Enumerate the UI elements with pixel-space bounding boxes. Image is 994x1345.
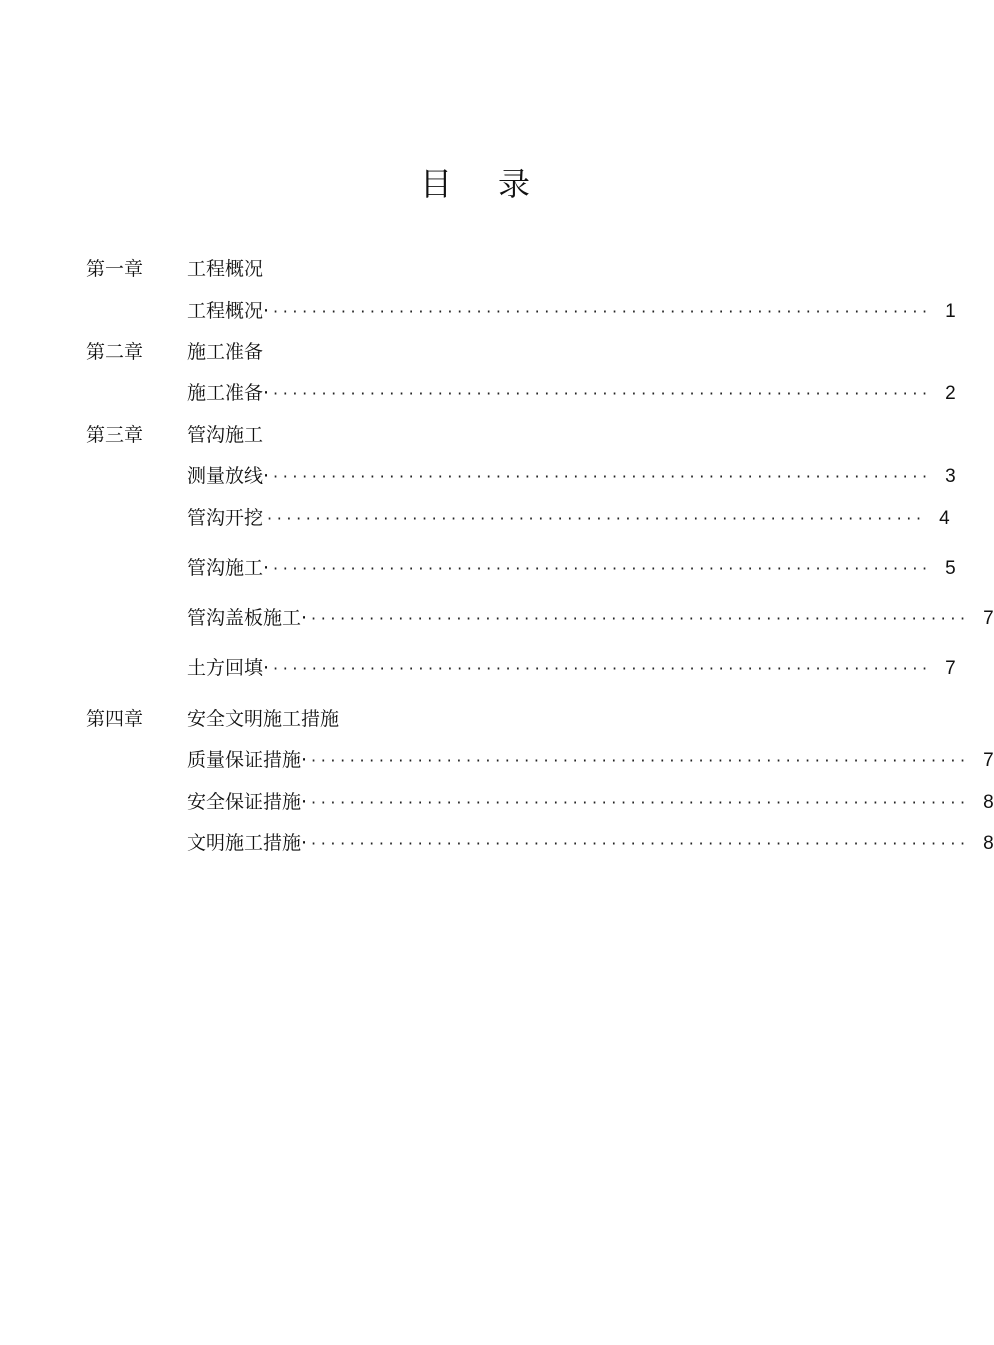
dot-leader: ···································································· — [273, 659, 932, 678]
toc-entry-page: 8 — [983, 833, 994, 854]
toc-entry-label: 文明施工措施· — [187, 832, 308, 854]
toc-entry-label: 管沟施工· — [187, 557, 270, 579]
toc-entry-page: 7 — [945, 658, 956, 679]
chapter-number: 第二章 — [86, 341, 144, 363]
toc-entry-label: 管沟盖板施工· — [187, 607, 308, 629]
dot-leader: ···································································· — [311, 793, 970, 812]
toc-entry-page: 2 — [945, 383, 956, 404]
chapter-name: 工程概况 — [187, 258, 264, 280]
toc-entry-label: 工程概况· — [187, 300, 270, 322]
toc-entry-label: 质量保证措施· — [187, 749, 308, 771]
toc-entry-label: 测量放线· — [187, 465, 270, 487]
dot-leader: ···································································· — [311, 751, 970, 770]
chapter-number: 第四章 — [86, 708, 144, 730]
chapter-name: 安全文明施工措施 — [187, 708, 340, 730]
toc-entry-label: 施工准备· — [187, 382, 270, 404]
chapter-name: 管沟施工 — [187, 424, 264, 446]
toc-entry-label: 管沟开挖 — [187, 507, 264, 529]
dot-leader: ···································································· — [267, 509, 926, 528]
toc-entry-label: 土方回填· — [187, 657, 270, 679]
toc-entry-page: 4 — [939, 508, 950, 529]
toc-entry-page: 7 — [983, 750, 994, 771]
toc-entry-page: 8 — [983, 792, 994, 813]
toc-entry-page: 1 — [945, 301, 956, 322]
dot-leader: ···································································· — [311, 834, 970, 853]
toc-entry-page: 7 — [983, 608, 994, 629]
toc-entry-page: 5 — [945, 558, 956, 579]
toc-title-char-2: 录 — [498, 165, 531, 203]
dot-leader: ···································································· — [273, 467, 932, 486]
dot-leader: ···································································· — [273, 559, 932, 578]
chapter-number: 第一章 — [86, 258, 144, 280]
dot-leader: ···································································· — [273, 384, 932, 403]
dot-leader: ···································································· — [311, 609, 970, 628]
toc-title-char-1: 目 — [419, 165, 452, 203]
toc-title — [0, 162, 950, 206]
toc-entry-page: 3 — [945, 466, 956, 487]
chapter-name: 施工准备 — [187, 341, 264, 363]
toc-entry-label: 安全保证措施· — [187, 791, 308, 813]
chapter-number: 第三章 — [86, 424, 144, 446]
dot-leader: ···································································· — [273, 302, 932, 321]
